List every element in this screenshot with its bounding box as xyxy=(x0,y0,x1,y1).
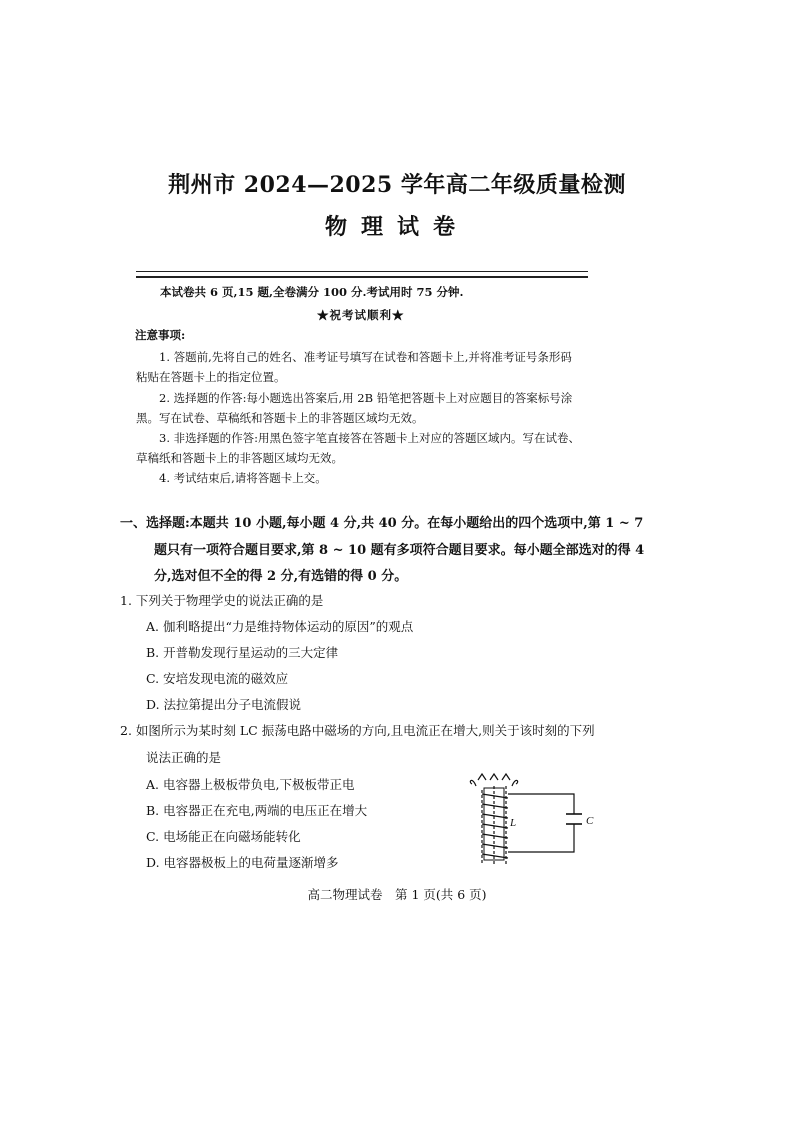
note-4: 4. 考试结束后,请将答题卡上交。 xyxy=(159,471,327,485)
page-footer: 高二物理试卷 第 1 页(共 6 页) xyxy=(307,887,487,902)
notes-heading: 注意事项: xyxy=(135,328,186,342)
q1-option-c: C. 安培发现电流的磁效应 xyxy=(146,671,289,686)
note-1-line-1: 1. 答题前,先将自己的姓名、准考证号填写在试卷和答题卡上,并将准考证号条形码 xyxy=(159,350,572,364)
exam-title: 荆州市 2024—2025 学年高二年级质量检测 xyxy=(168,172,626,198)
capacitor-label: C xyxy=(586,815,594,827)
note-2-line-1: 2. 选择题的作答:每小题选出答案后,用 2B 铅笔把答题卡上对应题目的答案标号涂 xyxy=(159,391,573,405)
section-1-line-1: 一、选择题:本题共 10 小题,每小题 4 分,共 40 分。在每小题给出的四个选项中,第 1 ~ 7 xyxy=(120,516,644,531)
q1-stem: 1. 下列关于物理学史的说法正确的是 xyxy=(120,593,324,608)
subject-title: 物理试卷 xyxy=(324,214,469,240)
q2-option-a: A. 电容器上极板带负电,下极板带正电 xyxy=(146,777,355,792)
q2-option-b: B. 电容器正在充电,两端的电压正在增大 xyxy=(146,803,368,818)
good-luck-wish: ★祝考试顺利★ xyxy=(317,308,405,322)
q1-option-d: D. 法拉第提出分子电流假说 xyxy=(146,697,302,712)
note-3-line-1: 3. 非选择题的作答:用黑色签字笔直接答在答题卡上对应的答题区域内。写在试卷、 xyxy=(159,431,580,445)
q2-stem-line-2: 说法正确的是 xyxy=(146,750,222,765)
section-1-line-2: 题只有一项符合题目要求,第 8 ~ 10 题有多项符合题目要求。每小题全部选对的得 4 xyxy=(154,543,645,558)
q1-option-a: A. 伽利略提出“力是维持物体运动的原因”的观点 xyxy=(146,619,414,634)
note-2-line-2: 黑。写在试卷、草稿纸和答题卡上的非答题区域均无效。 xyxy=(136,411,424,425)
header-rule-thin xyxy=(136,271,588,272)
q2-stem-line-1: 2. 如图所示为某时刻 LC 振荡电路中磁场的方向,且电流正在增大,则关于该时刻的下列 xyxy=(120,723,595,738)
section-1-line-3: 分,选对但不全的得 2 分,有选错的得 0 分。 xyxy=(154,569,408,584)
header-rule-thick xyxy=(136,276,588,278)
note-3-line-2: 草稿纸和答题卡上的非答题区域均无效。 xyxy=(136,451,343,465)
inductor-label: L xyxy=(510,817,517,829)
q2-option-d: D. 电容器极板上的电荷量逐渐增多 xyxy=(146,855,339,870)
exam-info: 本试卷共 6 页,15 题,全卷满分 100 分.考试用时 75 分钟. xyxy=(160,285,464,299)
lc-circuit-diagram xyxy=(468,772,608,867)
q2-option-c: C. 电场能正在向磁场能转化 xyxy=(146,829,301,844)
q1-option-b: B. 开普勒发现行星运动的三大定律 xyxy=(146,645,339,660)
note-1-line-2: 粘贴在答题卡上的指定位置。 xyxy=(136,370,286,384)
